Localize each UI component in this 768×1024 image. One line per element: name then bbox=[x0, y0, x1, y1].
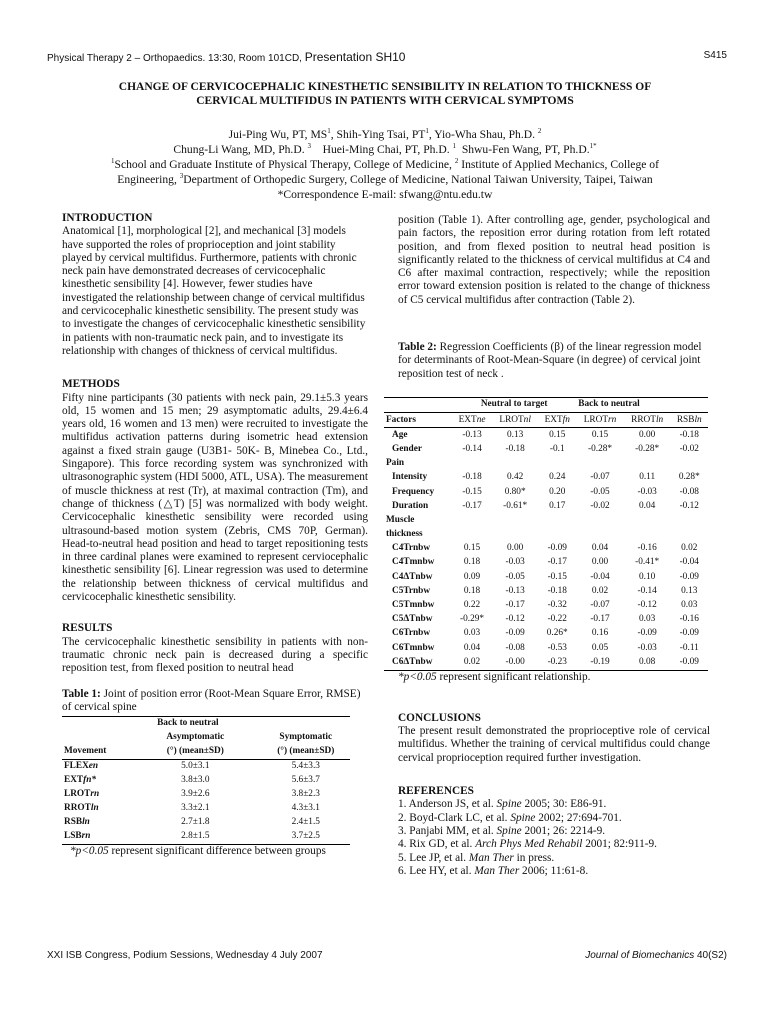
reference-journal: Spine bbox=[496, 824, 522, 837]
movement-name: LSB bbox=[64, 831, 82, 842]
table1-col-sym-unit: (°) (mean±SD) bbox=[277, 746, 335, 757]
reference-citation: 2001; 82:911-9. bbox=[582, 838, 657, 851]
affiliation-line-1 bbox=[60, 157, 710, 172]
table2-cell bbox=[492, 528, 538, 542]
author-line-1 bbox=[60, 127, 710, 142]
table2-cell: -0.00 bbox=[505, 656, 525, 667]
author-line-2 bbox=[60, 142, 710, 157]
table2-row bbox=[384, 613, 708, 627]
reference-authors: 6. Lee HY, et al. bbox=[398, 864, 475, 877]
author-sup: 1 bbox=[452, 142, 457, 151]
right-column bbox=[386, 214, 710, 878]
table2-cell: 0.42 bbox=[507, 472, 524, 483]
reference-authors: 1. Anderson JS, et al. bbox=[398, 798, 497, 811]
movement-name: RROT bbox=[64, 803, 91, 814]
table1-note-text: represent significant difference between groups bbox=[108, 845, 326, 858]
table2-cell: -0.22 bbox=[547, 614, 567, 625]
table2-cell bbox=[576, 513, 623, 527]
table2-cell bbox=[671, 528, 708, 542]
table2-cell: -0.61* bbox=[503, 500, 528, 511]
affiliation-text: Engineering, bbox=[117, 173, 180, 186]
table2-cell bbox=[624, 457, 671, 471]
reference-journal: Arch Phys Med Rehabil bbox=[475, 838, 583, 851]
table2-cell: -0.18 bbox=[679, 429, 699, 440]
table2-cell: 0.18 bbox=[463, 585, 481, 596]
table2-cell: -0.17 bbox=[547, 557, 567, 568]
table2-cell: -0.08 bbox=[505, 642, 525, 653]
table2-row bbox=[384, 556, 708, 570]
table1-row bbox=[62, 816, 350, 830]
table1-col-sym: Symptomatic bbox=[279, 732, 333, 743]
table2-row bbox=[384, 570, 708, 584]
table2-cell: 0.09 bbox=[463, 571, 481, 582]
movement-suffix: rn bbox=[81, 831, 91, 842]
table2-cell: 0.04 bbox=[463, 642, 481, 653]
table2-cell: 0.28* bbox=[678, 472, 700, 483]
page-footer bbox=[47, 950, 727, 961]
table2-row bbox=[384, 641, 708, 655]
table2-cell: -0.29* bbox=[460, 614, 485, 625]
reference-citation: 2002; 27:694-701. bbox=[535, 811, 622, 824]
table1-asym-value: 3.9±2.6 bbox=[181, 789, 210, 800]
table2-cell: 0.15 bbox=[591, 429, 609, 440]
table2-cell: 0.00 bbox=[639, 429, 656, 440]
affiliation-text: Department of Orthopedic Surgery, College of Medicine, National Taiwan University, Taipei, Taiwan bbox=[183, 173, 653, 186]
affiliation-sup: 3 bbox=[179, 172, 184, 181]
table2-factor-label: thickness bbox=[386, 529, 423, 540]
table2-factor-label: C5ΔTnbw bbox=[392, 614, 433, 625]
author-name: Chung-Li Wang, MD, Ph.D. bbox=[173, 143, 308, 156]
col-suffix: ln bbox=[655, 414, 664, 425]
table1-group-header: Back to neutral bbox=[157, 718, 219, 729]
col-suffix: ln bbox=[694, 414, 702, 425]
movement-suffix: en bbox=[88, 761, 99, 772]
table2-cell: -0.23 bbox=[547, 656, 567, 667]
table2-cell: -0.12 bbox=[637, 600, 657, 611]
table2-cell: -0.15 bbox=[462, 486, 482, 497]
table2-cell: -0.05 bbox=[590, 486, 610, 497]
author-block bbox=[60, 127, 710, 202]
table2-body bbox=[384, 428, 708, 670]
table2-cell: 0.22 bbox=[463, 600, 481, 611]
col-suffix: nl bbox=[523, 414, 531, 425]
table2-row bbox=[384, 655, 708, 670]
movement-name: LROT bbox=[64, 789, 91, 800]
table1-sym-value: 5.6±3.7 bbox=[291, 775, 320, 786]
table2-cell: -0.16 bbox=[679, 614, 699, 625]
table1-col-asym: Asymptomatic bbox=[166, 732, 225, 743]
reference-journal: Man Ther bbox=[474, 864, 520, 877]
session-info: Physical Therapy 2 – Orthopaedics. 13:30, Room 101CD, bbox=[47, 53, 305, 64]
movement-suffix: ln bbox=[82, 817, 90, 828]
reference-authors: 3. Panjabi MM, et al. bbox=[398, 824, 497, 837]
table2-cell: 0.02 bbox=[591, 585, 609, 596]
table2-caption-text: Regression Coefficients (β) of the linear regression model for determinants of Root-Mean-Square (in degree) of cervical joint reposition test of neck . bbox=[398, 341, 702, 380]
introduction-heading: INTRODUCTION bbox=[62, 212, 153, 224]
table2-cell: 0.17 bbox=[549, 500, 566, 511]
col-name: RSB bbox=[676, 414, 695, 425]
table2-cell: -0.17 bbox=[590, 614, 610, 625]
table2-cell: -0.07 bbox=[590, 472, 610, 483]
table2-cell: -0.09 bbox=[679, 656, 699, 667]
table2-cell: 0.80* bbox=[504, 486, 526, 497]
affiliation-sup: 2 bbox=[454, 157, 459, 166]
movement-name: EXT bbox=[64, 775, 84, 786]
table2-cell: -0.13 bbox=[505, 585, 525, 596]
affiliation-line-2 bbox=[60, 172, 710, 187]
table2-row bbox=[384, 499, 708, 513]
table2-cell bbox=[538, 457, 576, 471]
left-column bbox=[62, 212, 368, 858]
table2-col-header bbox=[452, 413, 492, 428]
col-name: RROT bbox=[631, 414, 656, 425]
table2-cell bbox=[624, 528, 671, 542]
table2-cell: 0.15 bbox=[463, 543, 481, 554]
table2-row bbox=[384, 443, 708, 457]
reference-citation: in press. bbox=[513, 851, 555, 864]
results-continued: position (Table 1). After controlling age, gender, psychological and pain factors, the reposition error during rotation from left rotated position, and from flexed position to neutral head position is significantly related to the thickness of cervical multifidus at C4 and C6 after maximal contraction, respectively; while the reposition error toward extension position is related to the change of thickness of C5 cervical multifidus after contraction (Table 2). bbox=[398, 214, 710, 306]
table2-cell bbox=[538, 528, 576, 542]
table2-cell bbox=[624, 513, 671, 527]
table2-cell: 0.02 bbox=[681, 543, 698, 554]
table2-cell: -0.13 bbox=[462, 429, 482, 440]
table2-cell: -0.09 bbox=[637, 628, 657, 639]
results-text: The cervicocephalic kinesthetic sensibility in patients with non-traumatic chronic neck pain is decreased during a specific reposition test, from flexed position to neutral head bbox=[62, 635, 368, 675]
table2-cell: 0.10 bbox=[639, 571, 656, 582]
table2-factor-label: Age bbox=[392, 429, 408, 440]
author-sup: 1 bbox=[327, 127, 331, 136]
paper-title bbox=[60, 80, 710, 108]
table2-cell: -0.11 bbox=[679, 642, 699, 653]
table2-factor-label: Muscle bbox=[386, 514, 415, 525]
table2-cell: -0.09 bbox=[679, 628, 699, 639]
table1-note bbox=[62, 845, 368, 858]
table2-factor-label: Frequency bbox=[392, 486, 435, 497]
reference-item bbox=[398, 825, 710, 838]
affiliation-text: Institute of Applied Mechanics, College of bbox=[458, 158, 659, 171]
conclusions-text: The present result demonstrated the proprioceptive role of cervical multifidus. Whether the training of cervical multifidus could change cervical proprioception required further investigation. bbox=[398, 725, 710, 764]
author-sup: 2 bbox=[537, 127, 542, 136]
correspondence: *Correspondence E-mail: sfwang@ntu.edu.tw bbox=[277, 188, 493, 201]
table2-col-header bbox=[624, 413, 671, 428]
journal-name: Journal of Biomechanics bbox=[585, 950, 695, 961]
table2-cell: -0.41* bbox=[635, 557, 660, 568]
table2-cell: 0.18 bbox=[463, 557, 481, 568]
reference-citation: 2001; 26: 2214-9. bbox=[521, 824, 606, 837]
table2-cell: 0.15 bbox=[549, 429, 566, 440]
author-name: Shwu-Fen Wang, PT, Ph.D. bbox=[461, 143, 590, 156]
table1-movement bbox=[62, 760, 129, 775]
table1-movement bbox=[62, 774, 129, 788]
table2-cell bbox=[576, 528, 623, 542]
title-line-1: CHANGE OF CERVICOCEPHALIC KINESTHETIC SENSIBILITY IN RELATION TO THICKNESS OF bbox=[118, 81, 652, 93]
reference-authors: 2. Boyd-Clark LC, et al. bbox=[398, 811, 511, 824]
table2-cell: -0.03 bbox=[637, 642, 657, 653]
table2-cell: -0.53 bbox=[547, 642, 567, 653]
table2-row bbox=[384, 542, 708, 556]
table2-factor-label: Intensity bbox=[392, 472, 428, 483]
col-suffix: rn bbox=[608, 414, 617, 425]
table2-cell: -0.08 bbox=[679, 486, 699, 497]
table2-cell: -0.02 bbox=[679, 443, 699, 454]
table2-cell: 0.13 bbox=[507, 429, 524, 440]
reference-authors: 5. Lee JP, et al. bbox=[398, 851, 469, 864]
table2-col-header bbox=[671, 413, 708, 428]
title-line-2: CERVICAL MULTIFIDUS IN PATIENTS WITH CERVICAL SYMPTOMS bbox=[196, 95, 574, 107]
table1-movement bbox=[62, 830, 129, 845]
table2-cell bbox=[538, 513, 576, 527]
table2-row bbox=[384, 428, 708, 443]
table1-sym-value: 3.8±2.3 bbox=[291, 789, 320, 800]
table1-body bbox=[62, 760, 350, 845]
table1-asym-value: 2.7±1.8 bbox=[181, 817, 210, 828]
conclusions-heading: CONCLUSIONS bbox=[398, 711, 481, 724]
table2-row bbox=[384, 457, 708, 471]
table1-note-p: *p<0.05 bbox=[70, 845, 109, 858]
table1-sym-value: 2.4±1.5 bbox=[291, 817, 320, 828]
table2-row bbox=[384, 627, 708, 641]
table2-cell: -0.12 bbox=[679, 500, 699, 511]
table1-caption-label: Table 1: bbox=[62, 687, 101, 700]
table2-factor-label: C6Trnbw bbox=[392, 628, 431, 639]
table2-factor-label: C5Trnbw bbox=[392, 585, 431, 596]
results-heading: RESULTS bbox=[62, 622, 113, 635]
table2-cell: -0.09 bbox=[505, 628, 525, 639]
table2-cell bbox=[452, 513, 492, 527]
journal-volume: 40(S2) bbox=[694, 950, 727, 961]
table1-row bbox=[62, 802, 350, 816]
table1-asym-value: 3.3±2.1 bbox=[181, 803, 210, 814]
table2-caption-label: Table 2: bbox=[398, 341, 437, 354]
table2-cell: 0.24 bbox=[549, 472, 566, 483]
page-header bbox=[47, 50, 727, 64]
methods-text: Fifty nine participants (30 patients with neck pain, 29.1±5.3 years old, 15 women and 15 men; 29 asymptomatic adults, 29.4±6.4 years old, 16 women and 13 men) were recruited to investigate the multifidus activation patterns during isometric head extension against a fixed strain gauge (U3B1- 50K- B, Minebea Co., Ltd., Singapore). This force recording system was synchronized with ultrasonographic system (HDI 5000, ATL, USA). The measurement of muscle thickness at rest (Tr), at maximal contraction (Tm), and change of thickness (△T) [5] was normalized with body weight. Cervicocephalic kinesthetic sensibility were recorded using ultrasound-based motion system (Zebris, CMS 70P, German). Head-to-neutral head position and head to target repositioning tests in three cardinal planes were examined to represent cerviocephalic kinesthetic sensibility [6]. Linear regression was used to determine the relationship between thickness of cervical multifidus and cervicocephalic kinesthetic sensibility. bbox=[62, 391, 369, 604]
reference-journal: Spine bbox=[496, 798, 522, 811]
reference-citation: 2005; 30: E86-91. bbox=[521, 798, 607, 811]
table2-caption bbox=[398, 341, 710, 381]
table2-cell: 0.13 bbox=[681, 585, 698, 596]
introduction-text: Anatomical [1], morphological [2], and mechanical [3] models have supported the roles of proprioception and joint stability played by cervical multifidus. Furthermore, patients with chronic neck pain have demonstrated decreases of cervicocephalic kinesthetic sensibility [4]. However, fewer studies have investigated the relationship between change of cervical multifidus and cervicocephalic kinesthetic sensibility. The present study was to investigate the changes of cervicocephalic kinesthetic sensibility in patients with non-traumatic neck pain, and to investigate its relationship with changes of thickness of cervical multifidus. bbox=[62, 225, 366, 357]
table1-movement bbox=[62, 788, 129, 802]
table2-cell bbox=[452, 528, 492, 542]
table2-cell: 0.03 bbox=[681, 600, 698, 611]
table2-cell: -0.18 bbox=[547, 585, 567, 596]
table1-asym-value: 5.0±3.1 bbox=[181, 761, 210, 772]
table2-row bbox=[384, 471, 708, 485]
table2-col-factors: Factors bbox=[386, 414, 416, 425]
journal-info bbox=[585, 950, 727, 961]
table2-cell: -0.18 bbox=[462, 472, 482, 483]
reference-item bbox=[398, 798, 710, 811]
col-name: LROT bbox=[499, 414, 524, 425]
reference-item bbox=[398, 865, 710, 878]
table2-cell: 0.03 bbox=[463, 628, 481, 639]
table1-caption bbox=[62, 688, 368, 715]
table2-cell: -0.19 bbox=[590, 656, 610, 667]
table2-cell: -0.14 bbox=[637, 585, 657, 596]
table2-factor-label: C4ΔTnbw bbox=[392, 571, 433, 582]
table1-sym-value: 3.7±2.5 bbox=[291, 831, 320, 842]
reference-item bbox=[398, 852, 710, 865]
table2-cell: 0.11 bbox=[639, 472, 656, 483]
presentation-id: Presentation SH10 bbox=[304, 50, 406, 64]
reference-journal: Spine bbox=[510, 811, 536, 824]
table1-movement bbox=[62, 802, 129, 816]
reference-item bbox=[398, 838, 710, 851]
table2-cell: -0.15 bbox=[547, 571, 567, 582]
table2-cell: 0.03 bbox=[639, 614, 656, 625]
table-1 bbox=[62, 716, 350, 845]
table2-cell: -0.18 bbox=[505, 443, 525, 454]
references-list bbox=[398, 798, 710, 878]
table2-cell: -0.09 bbox=[547, 543, 567, 554]
table2-factor-label: C4Trnbw bbox=[392, 543, 431, 554]
movement-suffix: rn bbox=[90, 789, 100, 800]
table2-factor-label: C6ΔTnbw bbox=[392, 656, 433, 667]
reference-item bbox=[398, 812, 710, 825]
table2-cell: 0.26* bbox=[546, 628, 568, 639]
author-sup: 3 bbox=[307, 142, 312, 151]
author-name: Jui-Ping Wu, PT, MS bbox=[228, 128, 328, 141]
table1-row bbox=[62, 788, 350, 802]
author-name: , Yio-Wha Shau, Ph.D. bbox=[428, 128, 538, 141]
table2-row bbox=[384, 599, 708, 613]
table2-cell: -0.1 bbox=[549, 443, 565, 454]
table2-factor-label: C6Tmnbw bbox=[392, 642, 435, 653]
table1-asym-value: 3.8±3.0 bbox=[181, 775, 210, 786]
author-sup: 1 bbox=[425, 127, 429, 136]
table2-cell: -0.12 bbox=[505, 614, 525, 625]
author-sup: 1* bbox=[589, 142, 597, 151]
table2-factor-label: C4Tmnbw bbox=[392, 557, 435, 568]
table2-cell: -0.28* bbox=[635, 443, 660, 454]
table2-cell: -0.17 bbox=[505, 600, 525, 611]
table2-cell: -0.04 bbox=[590, 571, 610, 582]
table1-sym-value: 4.3±3.1 bbox=[291, 803, 320, 814]
col-name: EXT bbox=[544, 414, 563, 425]
table2-note-p: *p<0.05 bbox=[398, 670, 437, 683]
table1-sym-value: 5.4±3.3 bbox=[291, 761, 320, 772]
table2-cell bbox=[452, 457, 492, 471]
page-code: S415 bbox=[703, 50, 727, 61]
table2-cell: 0.04 bbox=[591, 543, 609, 554]
table2-factor-label: Duration bbox=[392, 500, 429, 511]
table2-cell: -0.28* bbox=[588, 443, 613, 454]
table2-cell: 0.05 bbox=[591, 642, 609, 653]
table2-group-neutral-to-target: Neutral to target bbox=[480, 399, 548, 410]
table2-cell: 0.00 bbox=[507, 543, 524, 554]
table1-movement bbox=[62, 816, 129, 830]
reference-journal: Man Ther bbox=[468, 851, 514, 864]
table2-header-row bbox=[384, 413, 708, 428]
table-2 bbox=[384, 397, 708, 671]
table1-col-asym-unit: (°) (mean±SD) bbox=[166, 746, 224, 757]
table2-cell: -0.14 bbox=[462, 443, 482, 454]
table2-note-text: represent significant relationship. bbox=[436, 670, 591, 683]
congress-info: XXI ISB Congress, Podium Sessions, Wednesday 4 July 2007 bbox=[47, 950, 323, 961]
table2-factor-label: C5Tmnbw bbox=[392, 600, 435, 611]
table2-row bbox=[384, 528, 708, 542]
movement-name: RSB bbox=[64, 817, 83, 828]
table2-col-header bbox=[538, 413, 576, 428]
table2-cell: 0.00 bbox=[591, 557, 609, 568]
col-suffix: ne bbox=[476, 414, 486, 425]
table1-asym-value: 2.8±1.5 bbox=[181, 831, 210, 842]
table2-cell: -0.03 bbox=[505, 557, 525, 568]
table1-row bbox=[62, 774, 350, 788]
col-suffix: fn bbox=[562, 414, 570, 425]
table2-row bbox=[384, 485, 708, 499]
table2-row bbox=[384, 513, 708, 527]
col-name: EXT bbox=[458, 414, 477, 425]
col-name: LROT bbox=[583, 414, 609, 425]
table2-group-back-to-neutral: Back to neutral bbox=[578, 399, 640, 410]
table2-factor-label: Gender bbox=[392, 443, 422, 454]
table2-cell bbox=[492, 513, 538, 527]
table2-row bbox=[384, 584, 708, 598]
table2-cell bbox=[576, 457, 623, 471]
table2-col-header bbox=[492, 413, 538, 428]
table2-cell bbox=[671, 513, 708, 527]
table2-cell: -0.04 bbox=[679, 557, 699, 568]
table2-cell bbox=[671, 457, 708, 471]
affiliation-text: School and Graduate Institute of Physical Therapy, College of Medicine, bbox=[114, 158, 455, 171]
table2-cell: -0.05 bbox=[505, 571, 525, 582]
movement-suffix: fn* bbox=[83, 775, 97, 786]
methods-heading: METHODS bbox=[62, 378, 120, 391]
table2-cell: 0.02 bbox=[463, 656, 481, 667]
table2-cell bbox=[492, 457, 538, 471]
affiliation-sup: 1 bbox=[111, 157, 115, 166]
table2-cell: -0.07 bbox=[590, 600, 610, 611]
table2-cell: 0.04 bbox=[639, 500, 656, 511]
table1-caption-text: Joint of position error (Root-Mean Square Error, RMSE) of cervical spine bbox=[62, 687, 361, 713]
reference-citation: 2006; 11:61-8. bbox=[519, 864, 589, 877]
table2-note bbox=[398, 671, 710, 684]
table2-cell: -0.09 bbox=[679, 571, 699, 582]
table1-row bbox=[62, 830, 350, 845]
table1-col-movement: Movement bbox=[64, 746, 107, 757]
movement-name: FLEX bbox=[64, 761, 89, 772]
table2-factor-label: Pain bbox=[386, 458, 405, 469]
table1-row bbox=[62, 760, 350, 775]
table2-cell: -0.16 bbox=[637, 543, 657, 554]
author-name: Huei-Ming Chai, PT, Ph.D. bbox=[322, 143, 453, 156]
table2-cell: -0.32 bbox=[547, 600, 567, 611]
references-heading: REFERENCES bbox=[398, 785, 474, 798]
table2-col-header bbox=[576, 413, 623, 428]
table2-cell: -0.02 bbox=[590, 500, 610, 511]
table2-cell: 0.16 bbox=[591, 628, 609, 639]
table2-cell: -0.03 bbox=[637, 486, 657, 497]
table2-cell: 0.20 bbox=[549, 486, 566, 497]
table2-cell: 0.08 bbox=[639, 656, 656, 667]
table2-cell: -0.17 bbox=[462, 500, 482, 511]
reference-authors: 4. Rix GD, et al. bbox=[398, 838, 476, 851]
author-name: , Shih-Ying Tsai, PT bbox=[330, 128, 426, 141]
movement-suffix: ln bbox=[90, 803, 99, 814]
